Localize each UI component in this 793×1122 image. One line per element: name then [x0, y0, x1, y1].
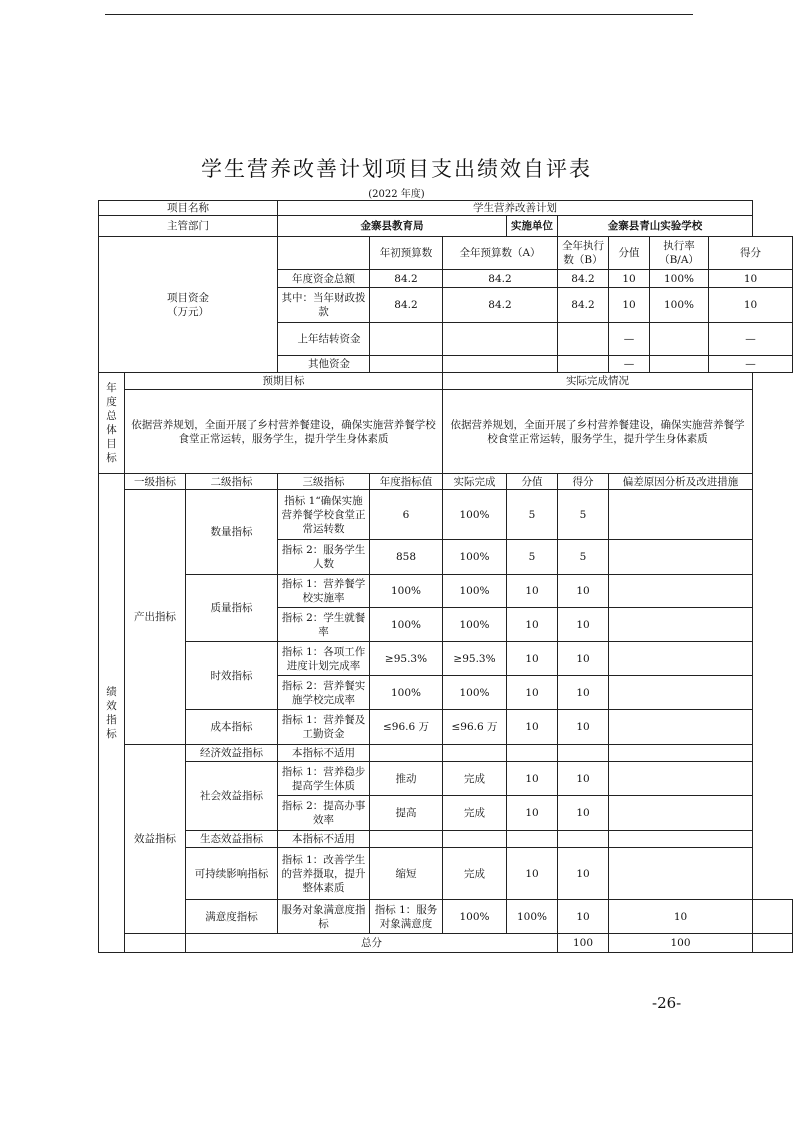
page-title: 学生营养改善计划项目支出绩效自评表	[201, 157, 592, 181]
indicator-note	[609, 608, 753, 642]
funds-row-initial: 84.2	[370, 270, 443, 288]
indicator-name: 指标 1“确保实施营养餐学校食堂正常运转数	[278, 490, 370, 540]
level2-cost: 成本指标	[186, 710, 278, 745]
indicator-target	[370, 831, 443, 848]
project-name-label: 项目名称	[99, 201, 278, 216]
indicator-actual: 完成	[443, 796, 507, 831]
col-value: 分值	[507, 474, 558, 490]
indicator-note	[609, 848, 753, 900]
col-level1: 一级指标	[125, 474, 186, 490]
header-rule	[105, 14, 693, 15]
indicator-actual: 完成	[443, 762, 507, 796]
indicator-target: 缩短	[370, 848, 443, 900]
indicator-actual: 100%	[507, 900, 558, 934]
indicator-target: 6	[370, 490, 443, 540]
indicator-name: 指标 1：改善学生的营养摄取，提升整体素质	[278, 848, 370, 900]
indicators-side-label: 绩效指标	[99, 474, 125, 953]
indicator-score: 5	[558, 540, 609, 575]
level2-quality: 质量指标	[186, 575, 278, 642]
indicator-score: 10	[558, 848, 609, 900]
indicator-name: 指标 2：提高办事效率	[278, 796, 370, 831]
indicator-score	[558, 745, 609, 762]
funds-row-initial: 84.2	[370, 288, 443, 323]
level2-ecological: 生态效益指标	[186, 831, 278, 848]
indicator-actual: 100%	[443, 490, 507, 540]
indicator-score	[558, 831, 609, 848]
funds-row-score: 10	[743, 299, 758, 311]
indicator-target: 858	[370, 540, 443, 575]
indicator-target: 推动	[370, 762, 443, 796]
indicator-value: 5	[507, 490, 558, 540]
indicator-actual: 完成	[443, 848, 507, 900]
indicator-actual	[443, 831, 507, 848]
col-score: 得分	[558, 474, 609, 490]
indicator-actual: 100%	[443, 575, 507, 608]
indicator-note	[609, 540, 753, 575]
funds-row-executed: 84.2	[558, 270, 609, 288]
dept-value: 金寨县教育局	[278, 216, 507, 237]
level1-output: 产出指标	[125, 490, 186, 745]
indicator-name: 指标 1：营养稳步提高学生体质	[278, 762, 370, 796]
funds-row-name: 其他资金	[278, 356, 370, 373]
funds-col-initial: 年初预算数	[370, 237, 443, 270]
indicator-target: 100%	[370, 608, 443, 642]
indicator-score: 10	[558, 796, 609, 831]
funds-row-executed	[558, 356, 609, 373]
impl-value: 金寨县青山实验学校	[558, 216, 753, 237]
indicator-note	[609, 676, 753, 710]
funds-label: 项目资金 （万元）	[99, 237, 278, 373]
indicator-value: 10	[507, 642, 558, 676]
dept-label: 主管部门	[99, 216, 278, 237]
indicator-note	[609, 745, 753, 762]
expected-goal-header: 预期目标	[125, 373, 443, 390]
indicator-name: 指标 1：服务对象满意度	[370, 900, 443, 934]
funds-row-rate	[650, 323, 709, 355]
funds-row-score-value: 10	[609, 270, 650, 287]
level2-economic: 经济效益指标	[186, 745, 278, 762]
funds-row-annual	[443, 356, 558, 373]
funds-row-rate: 100%	[650, 270, 709, 287]
funds-row-annual: 84.2	[443, 288, 558, 323]
level2-service-satisfaction: 服务对象满意度指标	[278, 900, 370, 934]
indicator-target: 100%	[370, 676, 443, 710]
indicator-note	[609, 831, 753, 848]
evaluation-table	[98, 200, 793, 953]
funds-row-initial	[370, 323, 443, 356]
indicator-value: 10	[507, 762, 558, 796]
indicator-note	[609, 642, 753, 676]
dept-row	[99, 216, 793, 237]
indicator-row	[99, 575, 793, 608]
indicator-note	[753, 900, 793, 934]
indicator-value: 10	[507, 676, 558, 710]
indicator-value: 5	[507, 540, 558, 575]
indicator-value: 10	[507, 848, 558, 900]
funds-row-name: 上年结转资金	[278, 323, 370, 356]
indicator-value: 10	[507, 608, 558, 642]
indicator-name: 指标 2：服务学生人数	[278, 540, 370, 575]
indicator-score: 10	[558, 642, 609, 676]
indicator-value: 10	[507, 575, 558, 608]
indicator-row	[99, 848, 793, 900]
funds-col-annual: 全年预算数（A）	[443, 237, 558, 270]
indicator-actual	[443, 745, 507, 762]
funds-row-executed	[558, 323, 609, 356]
col-level3: 三级指标	[278, 474, 370, 490]
funds-row-score-value: —	[609, 323, 650, 355]
indicator-score: 10	[609, 900, 753, 934]
indicator-actual: 100%	[443, 676, 507, 710]
indicator-row	[99, 642, 793, 676]
indicator-score: 10	[558, 575, 609, 608]
indicator-actual: ≥95.3%	[443, 642, 507, 676]
indicator-target: 100%	[370, 575, 443, 608]
indicator-actual: 100%	[443, 608, 507, 642]
total-label: 总分	[186, 934, 558, 953]
col-target: 年度指标值	[370, 474, 443, 490]
indicator-name: 本指标不适用	[278, 745, 370, 762]
indicator-target: ≤96.6 万	[370, 710, 443, 745]
total-row	[99, 934, 793, 953]
indicator-value	[507, 745, 558, 762]
funds-row-score: —	[745, 358, 756, 370]
indicator-row	[99, 745, 793, 762]
project-name-row	[99, 201, 793, 216]
indicator-name: 指标 2：营养餐实施学校完成率	[278, 676, 370, 710]
indicator-target: 100%	[443, 900, 507, 934]
col-level2: 二级指标	[186, 474, 278, 490]
indicator-score: 10	[558, 762, 609, 796]
funds-row-score-value: —	[609, 356, 650, 372]
funds-row-rate	[650, 356, 709, 372]
expected-goal-text: 依据营养规划，全面开展了乡村营养餐建设，确保实施营养餐学校食堂正常运转，服务学生，提升学生身体素质	[125, 390, 443, 474]
funds-header-row	[99, 237, 793, 270]
indicator-name: 指标 2：学生就餐率	[278, 608, 370, 642]
project-name-value: 学生营养改善计划	[278, 201, 753, 216]
indicator-row	[99, 900, 793, 934]
indicator-score: 5	[558, 490, 609, 540]
funds-row-name: 其中：当年财政拨款	[278, 288, 370, 323]
funds-row-annual	[443, 323, 558, 356]
indicator-actual: ≤96.6 万	[443, 710, 507, 745]
funds-row-score-value: 10	[609, 288, 650, 322]
indicator-score: 10	[558, 676, 609, 710]
indicator-name: 指标 1：营养餐学校实施率	[278, 575, 370, 608]
indicator-note	[609, 575, 753, 608]
goals-text-row	[99, 390, 793, 474]
actual-goal-header: 实际完成情况	[443, 373, 753, 390]
indicator-name: 指标 1：各项工作进度计划完成率	[278, 642, 370, 676]
level1-satisfaction: 满意度指标	[186, 900, 278, 934]
funds-row-annual: 84.2	[443, 270, 558, 288]
funds-row-initial	[370, 356, 443, 373]
indicator-score: 10	[558, 608, 609, 642]
goals-side-label: 年度总体目标	[99, 373, 125, 474]
indicator-target: ≥95.3%	[370, 642, 443, 676]
indicator-actual: 100%	[443, 540, 507, 575]
level2-social: 社会效益指标	[186, 762, 278, 831]
indicator-target	[370, 745, 443, 762]
indicator-row	[99, 831, 793, 848]
page-number: -26-	[652, 994, 682, 1012]
indicator-note	[609, 710, 753, 745]
indicator-value: 10	[507, 710, 558, 745]
indicator-row	[99, 710, 793, 745]
funds-col-score-value: 分值	[609, 237, 650, 269]
indicator-name: 指标 1：营养餐及工勤资金	[278, 710, 370, 745]
level2-sustainable: 可持续影响指标	[186, 848, 278, 900]
funds-row-name: 年度资金总额	[278, 270, 370, 288]
funds-col-score: 得分	[740, 247, 761, 259]
indicator-header-row	[99, 474, 793, 490]
indicator-row	[99, 490, 793, 540]
indicator-note	[609, 762, 753, 796]
funds-col-executed: 全年执行数（B）	[558, 237, 609, 270]
indicator-row	[99, 762, 793, 796]
funds-row-score: 10	[743, 272, 758, 285]
funds-row-executed: 84.2	[558, 288, 609, 323]
level2-quantity: 数量指标	[186, 490, 278, 575]
indicator-note	[609, 796, 753, 831]
indicator-value: 10	[558, 900, 609, 934]
indicator-value	[507, 831, 558, 848]
indicator-name: 本指标不适用	[278, 831, 370, 848]
indicator-note	[609, 490, 753, 540]
total-score: 100	[609, 934, 753, 953]
level2-timeliness: 时效指标	[186, 642, 278, 710]
impl-label: 实施单位	[507, 216, 558, 237]
col-actual: 实际完成	[443, 474, 507, 490]
level1-benefit: 效益指标	[125, 745, 186, 934]
funds-row-score: —	[745, 333, 756, 345]
funds-row-rate: 100%	[650, 288, 709, 322]
funds-col-rate: 执行率（B/A）	[650, 237, 709, 269]
indicator-target: 提高	[370, 796, 443, 831]
indicator-value: 10	[507, 796, 558, 831]
indicator-score: 10	[558, 710, 609, 745]
total-value: 100	[558, 934, 609, 953]
goals-header-row	[99, 373, 793, 390]
page-subtitle: (2022 年度)	[368, 189, 425, 200]
col-note: 偏差原因分析及改进措施	[609, 474, 753, 490]
actual-goal-text: 依据营养规划，全面开展了乡村营养餐建设，确保实施营养餐学校食堂正常运转，服务学生，提升学生身体素质	[443, 390, 753, 474]
